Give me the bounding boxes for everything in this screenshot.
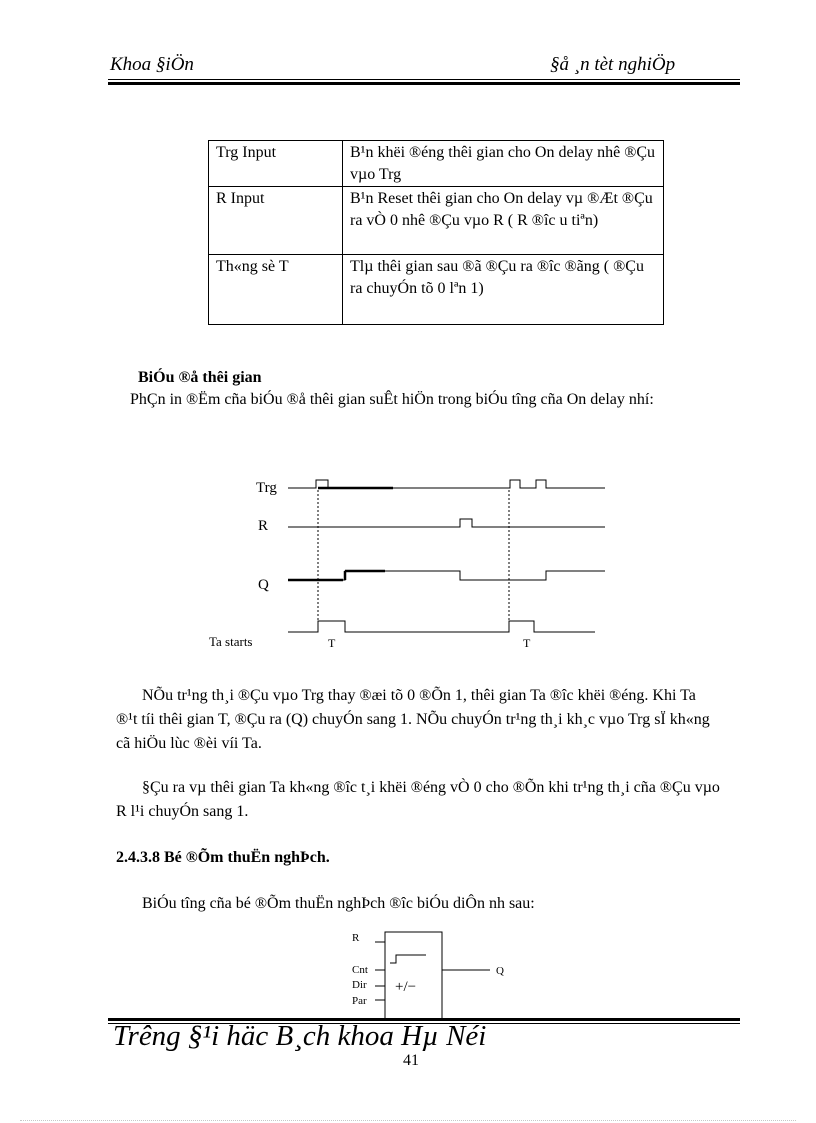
cnt-input-label: Cnt	[352, 964, 368, 976]
header-right-title: §å ¸n tèt nghiÖp	[550, 54, 676, 75]
q-output-label: Q	[496, 965, 504, 977]
q-label: Q	[258, 577, 269, 593]
page-number: 41	[403, 1052, 419, 1069]
timing-diagram	[200, 470, 620, 660]
t-label-2: T	[523, 636, 531, 650]
param-desc-cell: Tlµ thêi gian sau ®ã ®Çu ra ®îc ®ãng ( ®Çu ra chuyÓn tõ 0 lªn 1)	[343, 255, 664, 325]
cnt-step-glyph	[390, 955, 426, 963]
param-name-cell: R Input	[209, 187, 343, 255]
footer-school-name: Trêng §¹i häc B¸ch khoa Hµ Néi	[113, 1020, 487, 1052]
timing-diagram-heading: BiÓu ®å thêi gian	[138, 369, 262, 386]
param-name-cell: Trg Input	[209, 141, 343, 187]
t-label-1: T	[328, 636, 336, 650]
header-rule-thin	[108, 79, 740, 80]
trigger-paragraph: NÕu tr¹ng th¸i ®Çu vµo Trg thay ®æi tõ 0 ®Õn 1, thêi gian Ta ®îc khëi ®éng. Khi Ta ®¹t tíi thêi gian T, ®Çu ra (Q) chuyÓn sang 1. NÕu chuyÓn tr¹ng th¸i kh¸c vµo Trg sÏ kh«ng cã hiÖu lùc ®èi víi Ta.	[116, 687, 710, 752]
param-name-cell: Th«ng sè T	[209, 255, 343, 325]
header-rule-thick	[108, 82, 740, 85]
r-input-label: R	[352, 932, 360, 944]
q-waveform	[288, 571, 605, 580]
par-input-label: Par	[352, 995, 367, 1007]
counter-section-heading: 2.4.3.8 Bé ®Õm thuËn nghÞch.	[116, 849, 330, 866]
dir-input-label: Dir	[352, 979, 367, 991]
bottom-dotted-line	[20, 1120, 796, 1121]
ta-waveform	[288, 621, 595, 632]
timing-diagram-intro: PhÇn in ®Ëm cña biÓu ®å thêi gian suÊt hiÖn trong biÓu tîng cña On delay nhí:	[130, 391, 654, 408]
ta-starts-label: Ta starts	[209, 634, 253, 649]
r-label: R	[258, 518, 269, 534]
counter-block	[385, 932, 442, 1020]
plus-minus-symbol: +/−	[395, 979, 417, 995]
header-left-title: Khoa §iÖn	[110, 54, 194, 75]
r-waveform	[288, 519, 605, 527]
up-down-counter-symbol	[340, 925, 520, 1020]
table-row	[209, 141, 664, 187]
trg-label: Trg	[256, 480, 277, 496]
param-desc-cell: B¹n khëi ®éng thêi gian cho On delay nhê ®Çu vµo Trg	[343, 141, 664, 187]
parameter-table	[208, 140, 664, 325]
counter-intro: BiÓu tîng cña bé ®Õm thuËn nghÞch ®îc biÓu diÔn nh sau:	[142, 895, 535, 912]
table-row	[209, 187, 664, 255]
reset-paragraph: §Çu ra vµ thêi gian Ta kh«ng ®îc t¸i khëi ®éng vÒ 0 cho ®Õn khi tr¹ng th¸i cña ®Çu vµo R l¹i chuyÓn sang 1.	[116, 779, 720, 820]
table-row	[209, 255, 664, 325]
param-desc-cell: B¹n Reset thêi gian cho On delay vµ ®Æt ®Çu ra vÒ 0 nhê ®Çu vµo R ( R ®îc u tiªn)	[343, 187, 664, 255]
